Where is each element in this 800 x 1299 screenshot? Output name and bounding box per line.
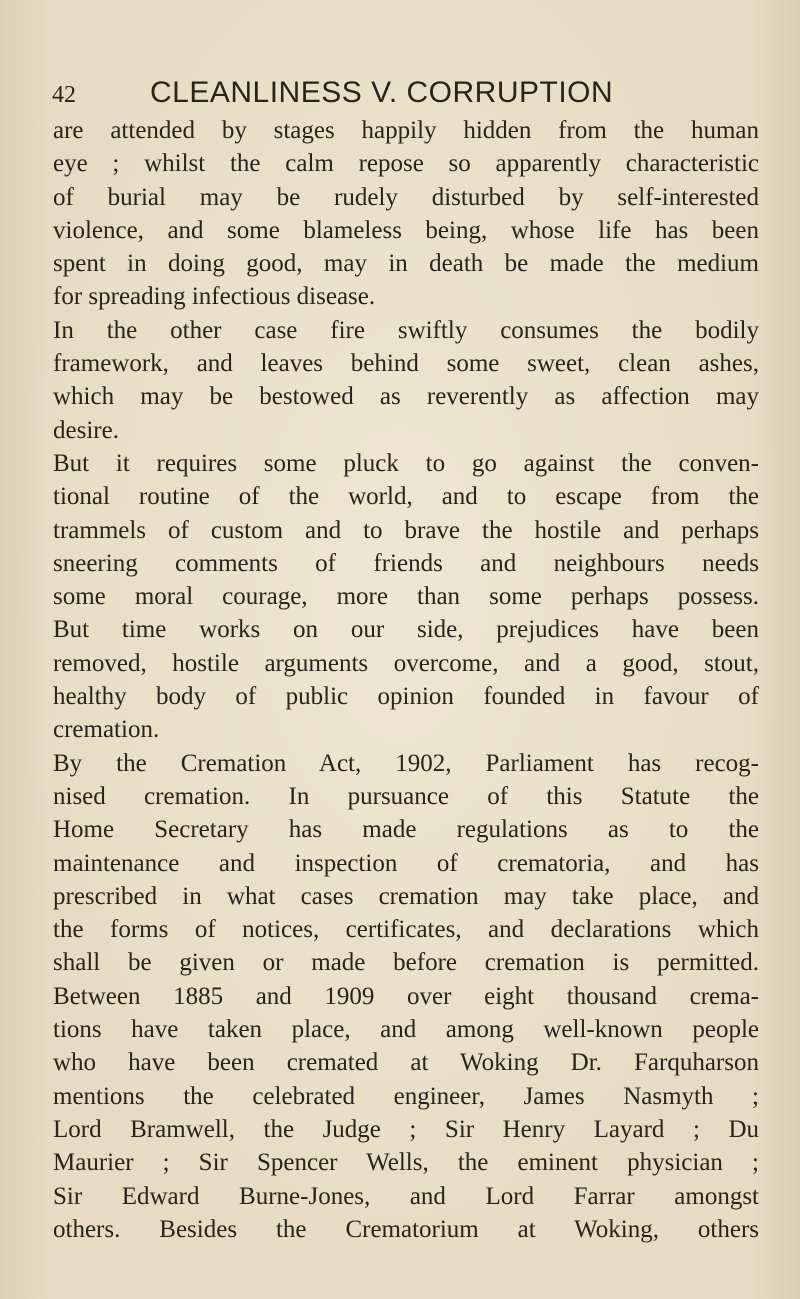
text-line: which may be bestowed as reverently as affection may xyxy=(53,383,759,411)
text-line: Home Secretary has made regulations as to the xyxy=(53,816,759,844)
body-text xyxy=(53,114,759,1246)
text-line: Between 1885 and 1909 over eight thousand crema- xyxy=(53,982,759,1010)
text-line: But it requires some pluck to go against the conven- xyxy=(53,449,759,477)
page-number: 42 xyxy=(52,82,76,108)
text-line: others. Besides the Crematorium at Woking, others xyxy=(53,1215,759,1243)
text-line: mentions the celebrated engineer, James Nasmyth ; xyxy=(53,1082,759,1110)
text-line: are attended by stages happily hidden from the human xyxy=(53,117,759,144)
text-line: nised cremation. In pursuance of this Statute the xyxy=(53,782,759,810)
text-line: Lord Bramwell, the Judge ; Sir Henry Layard ; Du xyxy=(53,1115,759,1143)
text-line: healthy body of public opinion founded in favour of xyxy=(53,683,759,711)
text-line: maintenance and inspection of crematoria, and has xyxy=(53,849,759,877)
text-line: who have been cremated at Woking Dr. Farquharson xyxy=(53,1049,759,1077)
text-line: cremation. xyxy=(53,716,160,744)
text-line: sneering comments of friends and neighbours needs xyxy=(53,549,759,577)
text-line: Sir Edward Burne-Jones, and Lord Farrar amongst xyxy=(53,1182,759,1210)
text-line: trammels of custom and to brave the hostile and perhaps xyxy=(53,516,759,544)
text-line: In the other case fire swiftly consumes the bodily xyxy=(53,316,759,344)
text-line: tions have taken place, and among well-known people xyxy=(53,1016,759,1044)
text-line: prescribed in what cases cremation may take place, and xyxy=(53,882,759,910)
text-line: the forms of notices, certificates, and declarations which xyxy=(53,916,759,944)
text-line: for spreading infectious disease. xyxy=(53,283,376,311)
text-line: By the Cremation Act, 1902, Parliament has recog- xyxy=(53,749,759,777)
text-line: some moral courage, more than some perhaps possess. xyxy=(53,583,759,611)
running-head xyxy=(52,76,772,112)
text-line: eye ; whilst the calm repose so apparently characteristic xyxy=(53,150,759,178)
text-line: desire. xyxy=(53,416,119,444)
text-line: of burial may be rudely disturbed by self-interested xyxy=(53,183,759,211)
text-line: framework, and leaves behind some sweet, clean ashes, xyxy=(53,350,759,378)
text-line: But time works on our side, prejudices have been xyxy=(53,616,759,644)
text-line: spent in doing good, may in death be made the medium xyxy=(53,250,759,278)
text-line: violence, and some blameless being, whose life has been xyxy=(53,216,759,244)
text-line: tional routine of the world, and to escape from the xyxy=(53,483,759,511)
running-title: CLEANLINESS V. CORRUPTION xyxy=(150,76,614,109)
text-line: shall be given or made before cremation is permitted. xyxy=(53,949,759,977)
text-line: removed, hostile arguments overcome, and a good, stout, xyxy=(53,649,759,677)
text-line: Maurier ; Sir Spencer Wells, the eminent physician ; xyxy=(53,1149,759,1177)
